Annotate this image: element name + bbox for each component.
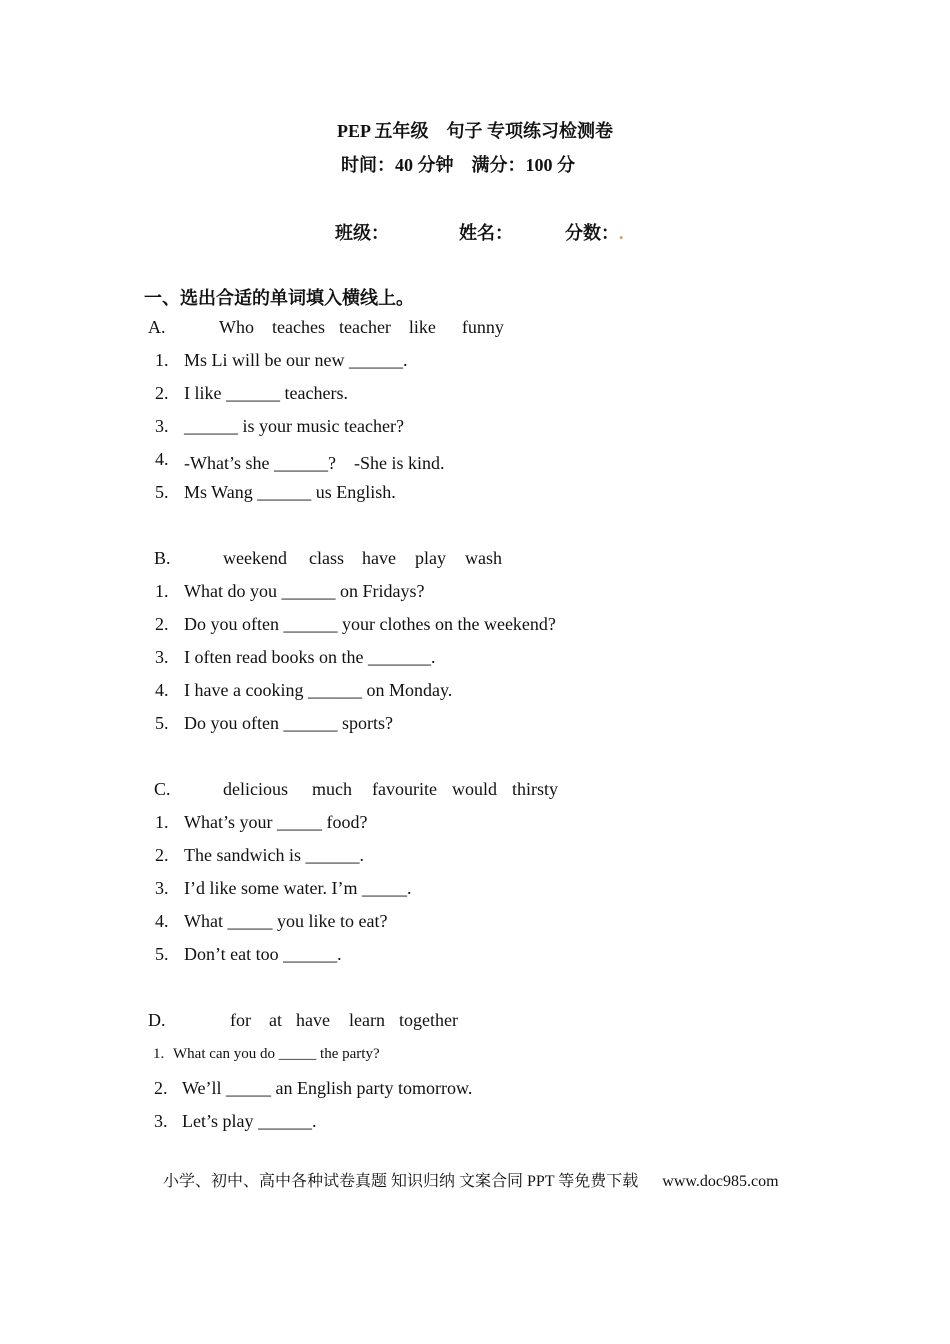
word-bank-word: have [296,1010,330,1030]
word-bank-word: have [361,548,396,568]
word-bank-word: play [414,548,446,568]
question-number: 2. [155,383,169,403]
word-bank [223,548,502,569]
question-text: Don’t eat too ______. [184,944,342,964]
question-number: 2. [155,614,169,634]
group-letter: B. [154,548,171,568]
word-bank-word: delicious [223,779,288,799]
word-bank-word: at [269,1010,282,1030]
question-text: I’d like some water. I’m _____. [184,878,412,898]
word-bank [219,317,504,338]
question-number: 1. [155,812,169,832]
question-number: 2. [154,1078,168,1098]
word-bank [223,779,558,800]
word-bank-word: Who [219,317,254,337]
word-bank-word: much [312,779,352,799]
question-text: What can you do _____ the party? [173,1046,380,1062]
question-text: What _____ you like to eat? [184,911,388,931]
question-number: 4. [155,911,169,931]
question-number: 1. [153,1046,165,1062]
question-text: What’s your _____ food? [184,812,368,832]
question-text: I have a cooking ______ on Monday. [184,680,453,700]
word-bank-word: would [451,779,497,799]
question-text: Do you often ______ your clothes on the weekend? [184,614,556,634]
question-number: 5. [155,713,169,733]
footer-text: 小学、初中、高中各种试卷真题 知识归纳 文案合同 PPT 等免费下载 [163,1173,639,1190]
group-letter: C. [154,779,171,799]
word-bank-word: class [308,548,344,568]
group-letter: D. [148,1010,166,1030]
question-text: ______ is your music teacher? [184,416,404,436]
score-dot: . [619,223,624,243]
question-number: 1. [155,350,169,370]
word-bank-word: together [398,1010,458,1030]
footer [163,1168,779,1191]
section-heading: 一、选出合适的单词填入横线上。 [144,288,414,308]
page-title: PEP 五年级 句子 专项练习检测卷 [336,121,613,141]
question-text: -What’s she ______? -She is kind. [184,453,445,473]
question-number: 4. [155,449,169,469]
word-bank-word: weekend [223,548,287,568]
question-number: 1. [155,581,169,601]
question-text: Do you often ______ sports? [184,713,393,733]
question-number: 3. [155,878,169,898]
question-text: Ms Li will be our new ______. [184,350,408,370]
word-bank-word: teacher [338,317,391,337]
question-number: 3. [155,416,169,436]
name-label: 姓名： [459,223,513,243]
word-bank [230,1010,458,1031]
question-text: Ms Wang ______ us English. [184,482,396,502]
word-bank-word: funny [461,317,504,337]
question-number: 3. [155,647,169,667]
question-text: I like ______ teachers. [184,383,348,403]
word-bank-word: teaches [272,317,325,337]
question-number: 2. [155,845,169,865]
question-text: Let’s play ______. [182,1111,317,1131]
group-letter: A. [148,317,166,337]
question-text: What do you ______ on Fridays? [184,581,425,601]
question-number: 5. [155,944,169,964]
word-bank-word: favourite [372,779,437,799]
question-text: The sandwich is ______. [184,845,364,865]
score-label [565,219,624,245]
word-bank-word: like [408,317,436,337]
class-label: 班级： [335,223,389,243]
question-number: 3. [154,1111,168,1131]
word-bank-word: wash [464,548,502,568]
word-bank-word: thirsty [511,779,558,799]
page-subtitle: 时间：40 分钟 满分：100 分 [341,155,575,175]
question-number: 5. [155,482,169,502]
question-text: I often read books on the _______. [184,647,436,667]
word-bank-word: for [230,1010,251,1030]
word-bank-word: learn [348,1010,385,1030]
footer-url[interactable]: www.doc985.com [662,1173,779,1190]
score-label-text: 分数： [565,223,619,243]
question-number: 4. [155,680,169,700]
question-text: We’ll _____ an English party tomorrow. [182,1078,473,1098]
